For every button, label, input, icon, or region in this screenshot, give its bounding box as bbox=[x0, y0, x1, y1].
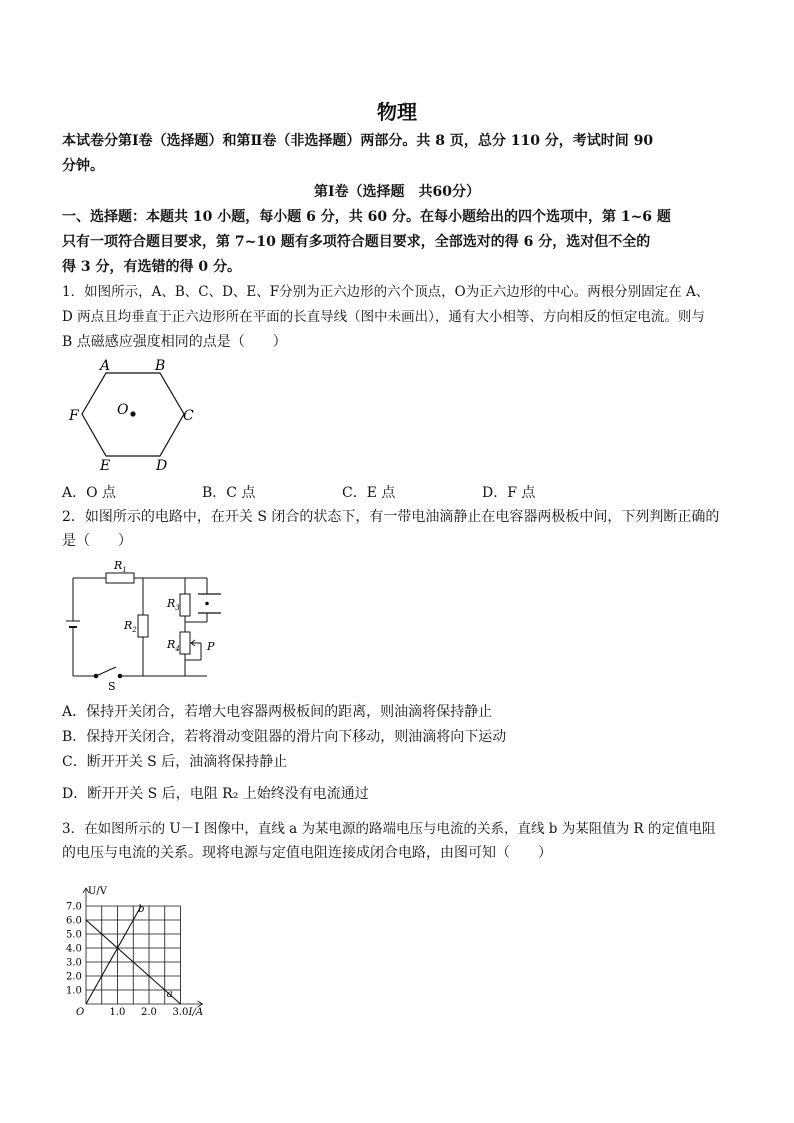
oil-droplet bbox=[205, 602, 209, 606]
q2-option-a: A．保持开关闭合，若增大电容器两极板间的距离，则油滴将保持静止 bbox=[62, 704, 493, 720]
page-title: 物理 bbox=[377, 100, 417, 124]
q1-line-3: B 点磁感应强度相同的点是（ ） bbox=[62, 334, 287, 350]
y-tick-label: 7.0 bbox=[66, 901, 82, 913]
label-p: P bbox=[207, 640, 215, 653]
vertex-label-b: B bbox=[155, 358, 166, 374]
y-tick-label: 2.0 bbox=[66, 971, 82, 983]
label-r2: $R_2$ bbox=[124, 619, 137, 634]
q2-option-b: B．保持开关闭合，若将滑动变阻器的滑片向下移动，则油滴将向下运动 bbox=[62, 729, 507, 745]
origin-label: O bbox=[76, 1007, 85, 1018]
q2-option-c: C．断开开关 S 后，油滴将保持静止 bbox=[62, 754, 288, 770]
q1-line-1: 1．如图所示，A、B、C、D、E、F分别为正六边形的六个顶点，O为正六边形的中心。两根分别固定在 A、 bbox=[62, 284, 710, 300]
intro-line-1: 本试卷分第Ⅰ卷（选择题）和第Ⅱ卷（非选择题）两部分。共 8 页，总分 110 分，考试时间 90 bbox=[62, 133, 654, 149]
line-b-label: b bbox=[138, 904, 145, 915]
instructions-line-2: 只有一项符合题目要求，第 7~10 题有多项符合题目要求，全部选对的得 6 分，选对但不全的 bbox=[62, 234, 651, 250]
y-axis-label: U/V bbox=[88, 886, 108, 897]
vertex-label-d: D bbox=[156, 458, 168, 474]
center-point bbox=[130, 411, 135, 416]
y-tick-label: 3.0 bbox=[66, 957, 82, 969]
line-a-label: a bbox=[166, 988, 173, 1000]
q3-line-2: 的电压与电流的关系。现将电源与定值电阻连接成闭合电路，由图可知（ ） bbox=[62, 845, 552, 861]
q1-option-c: C．E 点 bbox=[342, 485, 396, 501]
x-tick-label: 1.0 bbox=[109, 1007, 126, 1018]
q1-option-d: D．F 点 bbox=[482, 485, 536, 501]
vertex-label-e: E bbox=[100, 458, 111, 474]
y-tick-label: 5.0 bbox=[66, 929, 82, 941]
vertex-label-c: C bbox=[183, 408, 194, 424]
label-r4: $R_4$ bbox=[167, 638, 180, 653]
x-tick-label: 2.0 bbox=[141, 1007, 157, 1018]
u-i-graph bbox=[60, 868, 220, 1018]
rheostat-r4 bbox=[180, 632, 190, 654]
switch-s bbox=[96, 667, 116, 676]
q2-line-1: 2．如图所示的电路中，在开关 S 闭合的状态下，有一带电油滴静止在电容器两极板中间，下列判断正确的 bbox=[62, 509, 720, 525]
q2-option-d: D．断开开关 S 后，电阻 R₂ 上始终没有电流通过 bbox=[62, 786, 369, 802]
q3-line-1: 3．在如图所示的 U－I 图像中，直线 a 为某电源的路端电压与电流的关系，直线 b 为某阻值为 R 的定值电阻 bbox=[62, 821, 716, 837]
q1-option-b: B．C 点 bbox=[202, 485, 256, 501]
y-tick-label: 6.0 bbox=[66, 915, 82, 927]
y-tick-label: 4.0 bbox=[66, 943, 82, 955]
y-tick-label: 1.0 bbox=[66, 985, 82, 997]
resistor-r1 bbox=[106, 573, 134, 583]
x-tick-label: 3.0 bbox=[172, 1007, 189, 1018]
hexagon-figure bbox=[64, 356, 204, 476]
instructions-line-1: 一、选择题：本题共 10 小题，每小题 6 分，共 60 分。在每小题给出的四个选项中，第 1~6 题 bbox=[62, 209, 671, 225]
switch-contact-right bbox=[118, 674, 122, 678]
circuit-diagram bbox=[64, 556, 234, 696]
vertex-label-f: F bbox=[69, 408, 79, 424]
label-r1: $R_1$ bbox=[114, 559, 127, 574]
q1-option-a: A．O 点 bbox=[62, 485, 117, 501]
x-axis-label: I/A bbox=[188, 1007, 204, 1018]
intro-line-2: 分钟。 bbox=[62, 158, 104, 174]
instructions-line-3: 得 3 分，有选错的得 0 分。 bbox=[62, 259, 241, 275]
resistor-r3 bbox=[180, 594, 190, 616]
center-label-o: O bbox=[117, 402, 129, 418]
label-s: S bbox=[108, 680, 116, 693]
vertex-label-a: A bbox=[100, 358, 111, 374]
section-title: 第Ⅰ卷（选择题 共60分） bbox=[313, 184, 481, 200]
label-r3: $R_3$ bbox=[167, 597, 180, 612]
q2-line-2: 是（ ） bbox=[62, 533, 132, 549]
q1-line-2: D 两点且均垂直于正六边形所在平面的长直导线（图中未画出），通有大小相等、方向相反的恒定电流。则与 bbox=[62, 309, 705, 325]
resistor-r2 bbox=[138, 615, 148, 637]
